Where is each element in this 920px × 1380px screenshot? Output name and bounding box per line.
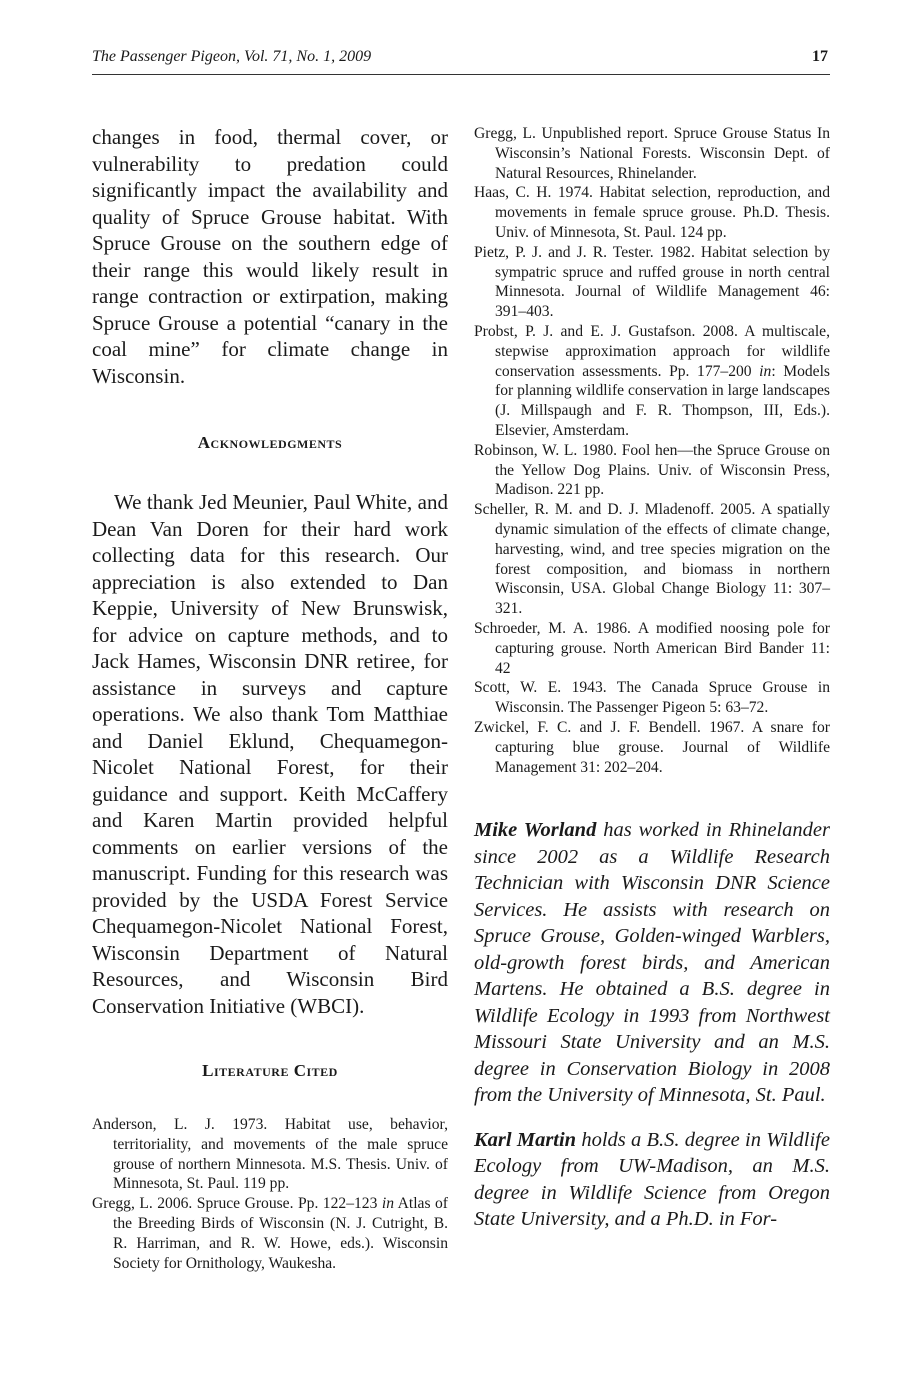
right-column: [474, 124, 830, 1233]
reference-entry: Haas, C. H. 1974. Habitat selection, reproduction, and movements in female spruce grouse. Ph.D. Thesis. Univ. of Minnesota, St. Paul. 124 pp.: [474, 184, 830, 241]
reference-entry: Gregg, L. Unpublished report. Spruce Grouse Status In Wisconsin’s National Forests. Wisconsin Dept. of Natural Resources, Rhinelander.: [474, 125, 830, 182]
literature-cited-heading: Literature Cited: [202, 1061, 338, 1080]
reference-entry: Scheller, R. M. and D. J. Mladenoff. 2005. A spatially dynamic simulation of the effects of climate change, harvesting, wind, and tree species migration on the forest composition, and biomass in northern Wisconsin, USA. Global Change Biology 11: 307–321.: [474, 501, 830, 618]
reference-entry: Probst, P. J. and E. J. Gustafson. 2008. A multiscale, stepwise approximation approach for wildlife conservation assessments. Pp. 177–200 in: Models for planning wildlife conservation in large landscapes (J. Millspaugh and F. R. Thompson, III, Eds.). Elsevier, Amsterdam.: [474, 322, 830, 439]
reference-entry: Pietz, P. J. and J. R. Tester. 1982. Habitat selection by sympatric spruce and ruffed grouse in north central Minnesota. Journal of Wildlife Management 46: 391–403.: [474, 243, 830, 321]
running-header: [92, 48, 830, 75]
reference-entry: Robinson, W. L. 1980. Fool hen—the Spruce Grouse on the Yellow Dog Plains. Univ. of Wisconsin Press, Madison. 221 pp.: [474, 441, 830, 499]
reference-entry: Zwickel, F. C. and J. F. Bendell. 1967. A snare for capturing blue grouse. Journal of Wildlife Management 31: 202–204.: [474, 718, 830, 776]
reference-entry: Gregg, L. 2006. Spruce Grouse. Pp. 122–123 in Atlas of the Breeding Birds of Wisconsin (N. J. Cutright, B. R. Harriman, and R. W. Howe, eds.). Wisconsin Society for Ornithology, Waukesha.: [92, 1195, 449, 1272]
acknowledgments-heading: Acknowledgments: [197, 433, 343, 452]
reference-entry: Scott, W. E. 1943. The Canada Spruce Grouse in Wisconsin. The Passenger Pigeon 5: 63–72.: [474, 679, 830, 717]
author-bio-martin: Karl Martin holds a B.S. degree in Wildlife Ecology from UW-Madison, an M.S. degree in Wildlife Science from Oregon State University, and a Ph.D. in For-: [474, 1128, 830, 1231]
journal-title: The Passenger Pigeon, Vol. 71, No. 1, 2009: [92, 48, 372, 65]
page-number: 17: [812, 48, 828, 65]
reference-entry: Schroeder, M. A. 1986. A modified noosing pole for capturing grouse. North American Bird Bander 11: 42: [474, 619, 830, 677]
author-name: Mike Worland: [474, 819, 597, 842]
left-column: [92, 124, 448, 1273]
author-name: Karl Martin: [474, 1128, 577, 1151]
acknowledgments-text: We thank Jed Meunier, Paul White, and Dean Van Doren for their hard work collecting data for this research. Our appreciation is also extended to Dan Keppie, University of New Brunswisk, for advice on capture methods, and to Jack Hames, Wisconsin DNR retiree, for assistance in surveys and capture operations. We also thank Tom Matthiae and Daniel Eklund, Chequamegon-Nicolet National Forest, for their guidance and support. Keith McCaffery and Karen Martin provided helpful comments on earlier versions of the manuscript. Funding for this research was provided by the USDA Forest Service Chequamegon-Nicolet National Forest, Wisconsin Department of Natural Resources, and Wisconsin Bird Conservation Initiative (WBCI).: [92, 490, 448, 1018]
intro-paragraph: changes in food, thermal cover, or vulnerability to predation could significantly impact the availability and quality of Spruce Grouse habitat. With Spruce Grouse on the southern edge of their range this would likely result in range contraction or extirpation, making Spruce Grouse a potential “canary in the coal mine” for climate change in Wisconsin.: [92, 125, 448, 388]
left-references: [92, 1115, 448, 1273]
right-references: [474, 124, 830, 777]
reference-entry: Anderson, L. J. 1973. Habitat use, behavior, territoriality, and movements of the male spruce grouse of northern Minnesota. M.S. Thesis. Univ. of Minnesota, St. Paul. 119 pp.: [92, 1116, 448, 1193]
author-bio-worland: Mike Worland has worked in Rhinelander since 2002 as a Wildlife Research Technician with Wisconsin DNR Science Services. He assists with research on Spruce Grouse, Golden-winged Warblers, old-growth forest birds, and American Martens. He obtained a B.S. degree in Wildlife Ecology in 1993 from Northwest Missouri State University and an M.S. degree in Conservation Biology in 2008 from the University of Minnesota, St. Paul.: [474, 819, 830, 1107]
